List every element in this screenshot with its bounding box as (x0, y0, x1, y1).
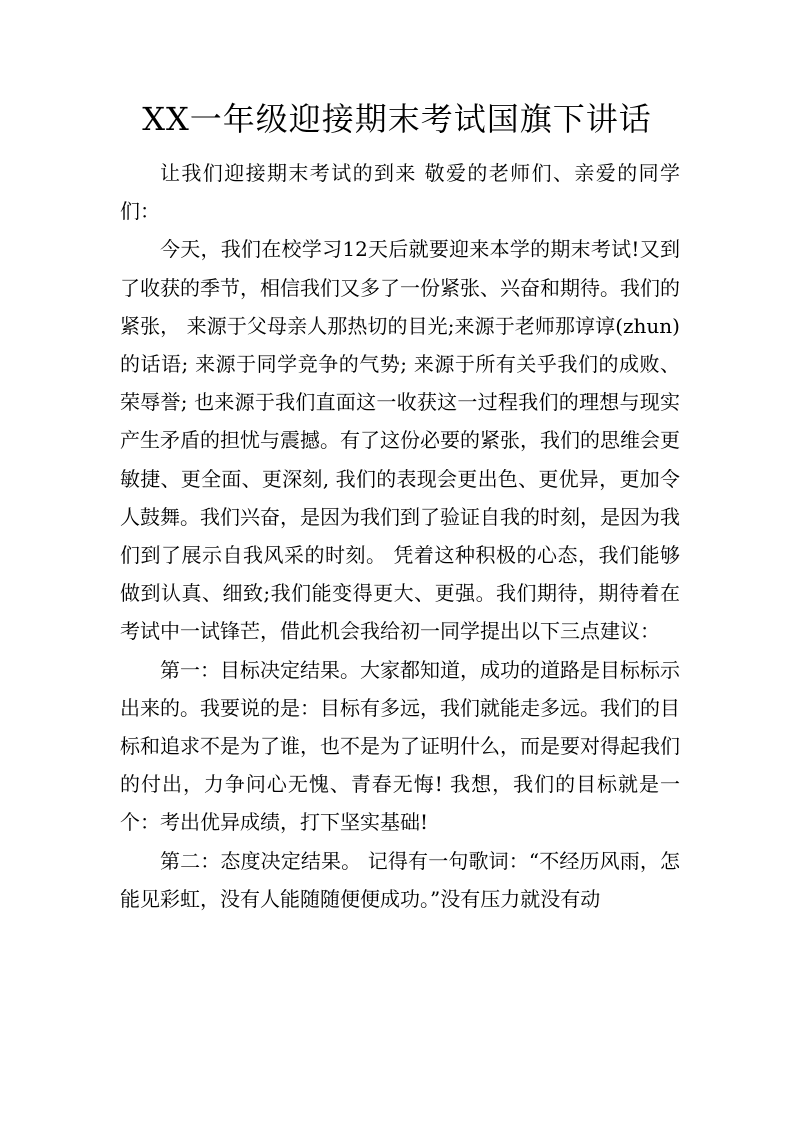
document-body (120, 154, 680, 918)
paragraph-first-suggestion: 第一：目标决定结果。大家都知道，成功的道路是目标标示出来的。我要说的是：目标有多远，我们就能走多远。我们的目标和追求不是为了谁，也不是为了证明什么，而是要对得起我们的付出，力争问心无愧、青春无悔! 我想，我们的目标就是一个：考出优异成绩，打下坚实基础! (120, 657, 680, 835)
paragraph-greeting: 让我们迎接期末考试的到来 敬爱的老师们、亲爱的同学们： (120, 161, 680, 224)
document-title: XX一年级迎接期末考试国旗下讲话 (142, 100, 652, 138)
paragraph-second-suggestion: 第二：态度决定结果。 记得有一句歌词：“不经历风雨，怎能见彩虹，没有人能随随便便成功。”没有压力就没有动 (120, 848, 680, 911)
paragraph-intro: 今天，我们在校学习12天后就要迎来本学的期末考试!又到了收获的季节，相信我们又多了一份紧张、兴奋和期待。我们的紧张， 来源于父母亲人那热切的目光;来源于老师那谆谆(zhun)的话语; 来源于同学竞争的气势; 来源于所有关乎我们的成败、荣辱誉; 也来源于我们直面这一收获这一过程我们的理想与现实产生矛盾的担忧与震撼。有了这份必要的紧张，我们的思维会更敏捷、更全面、更深刻, 我们的表现会更出色、更优异，更加令人鼓舞。我们兴奋，是因为我们到了验证自我的时刻，是因为我们到了展示自我风采的时刻。 凭着这种积极的心态，我们能够做到认真、细致;我们能变得更大、更强。我们期待，期待着在考试中一试锋芒，借此机会我给初一同学提出以下三点建议： (120, 237, 680, 644)
